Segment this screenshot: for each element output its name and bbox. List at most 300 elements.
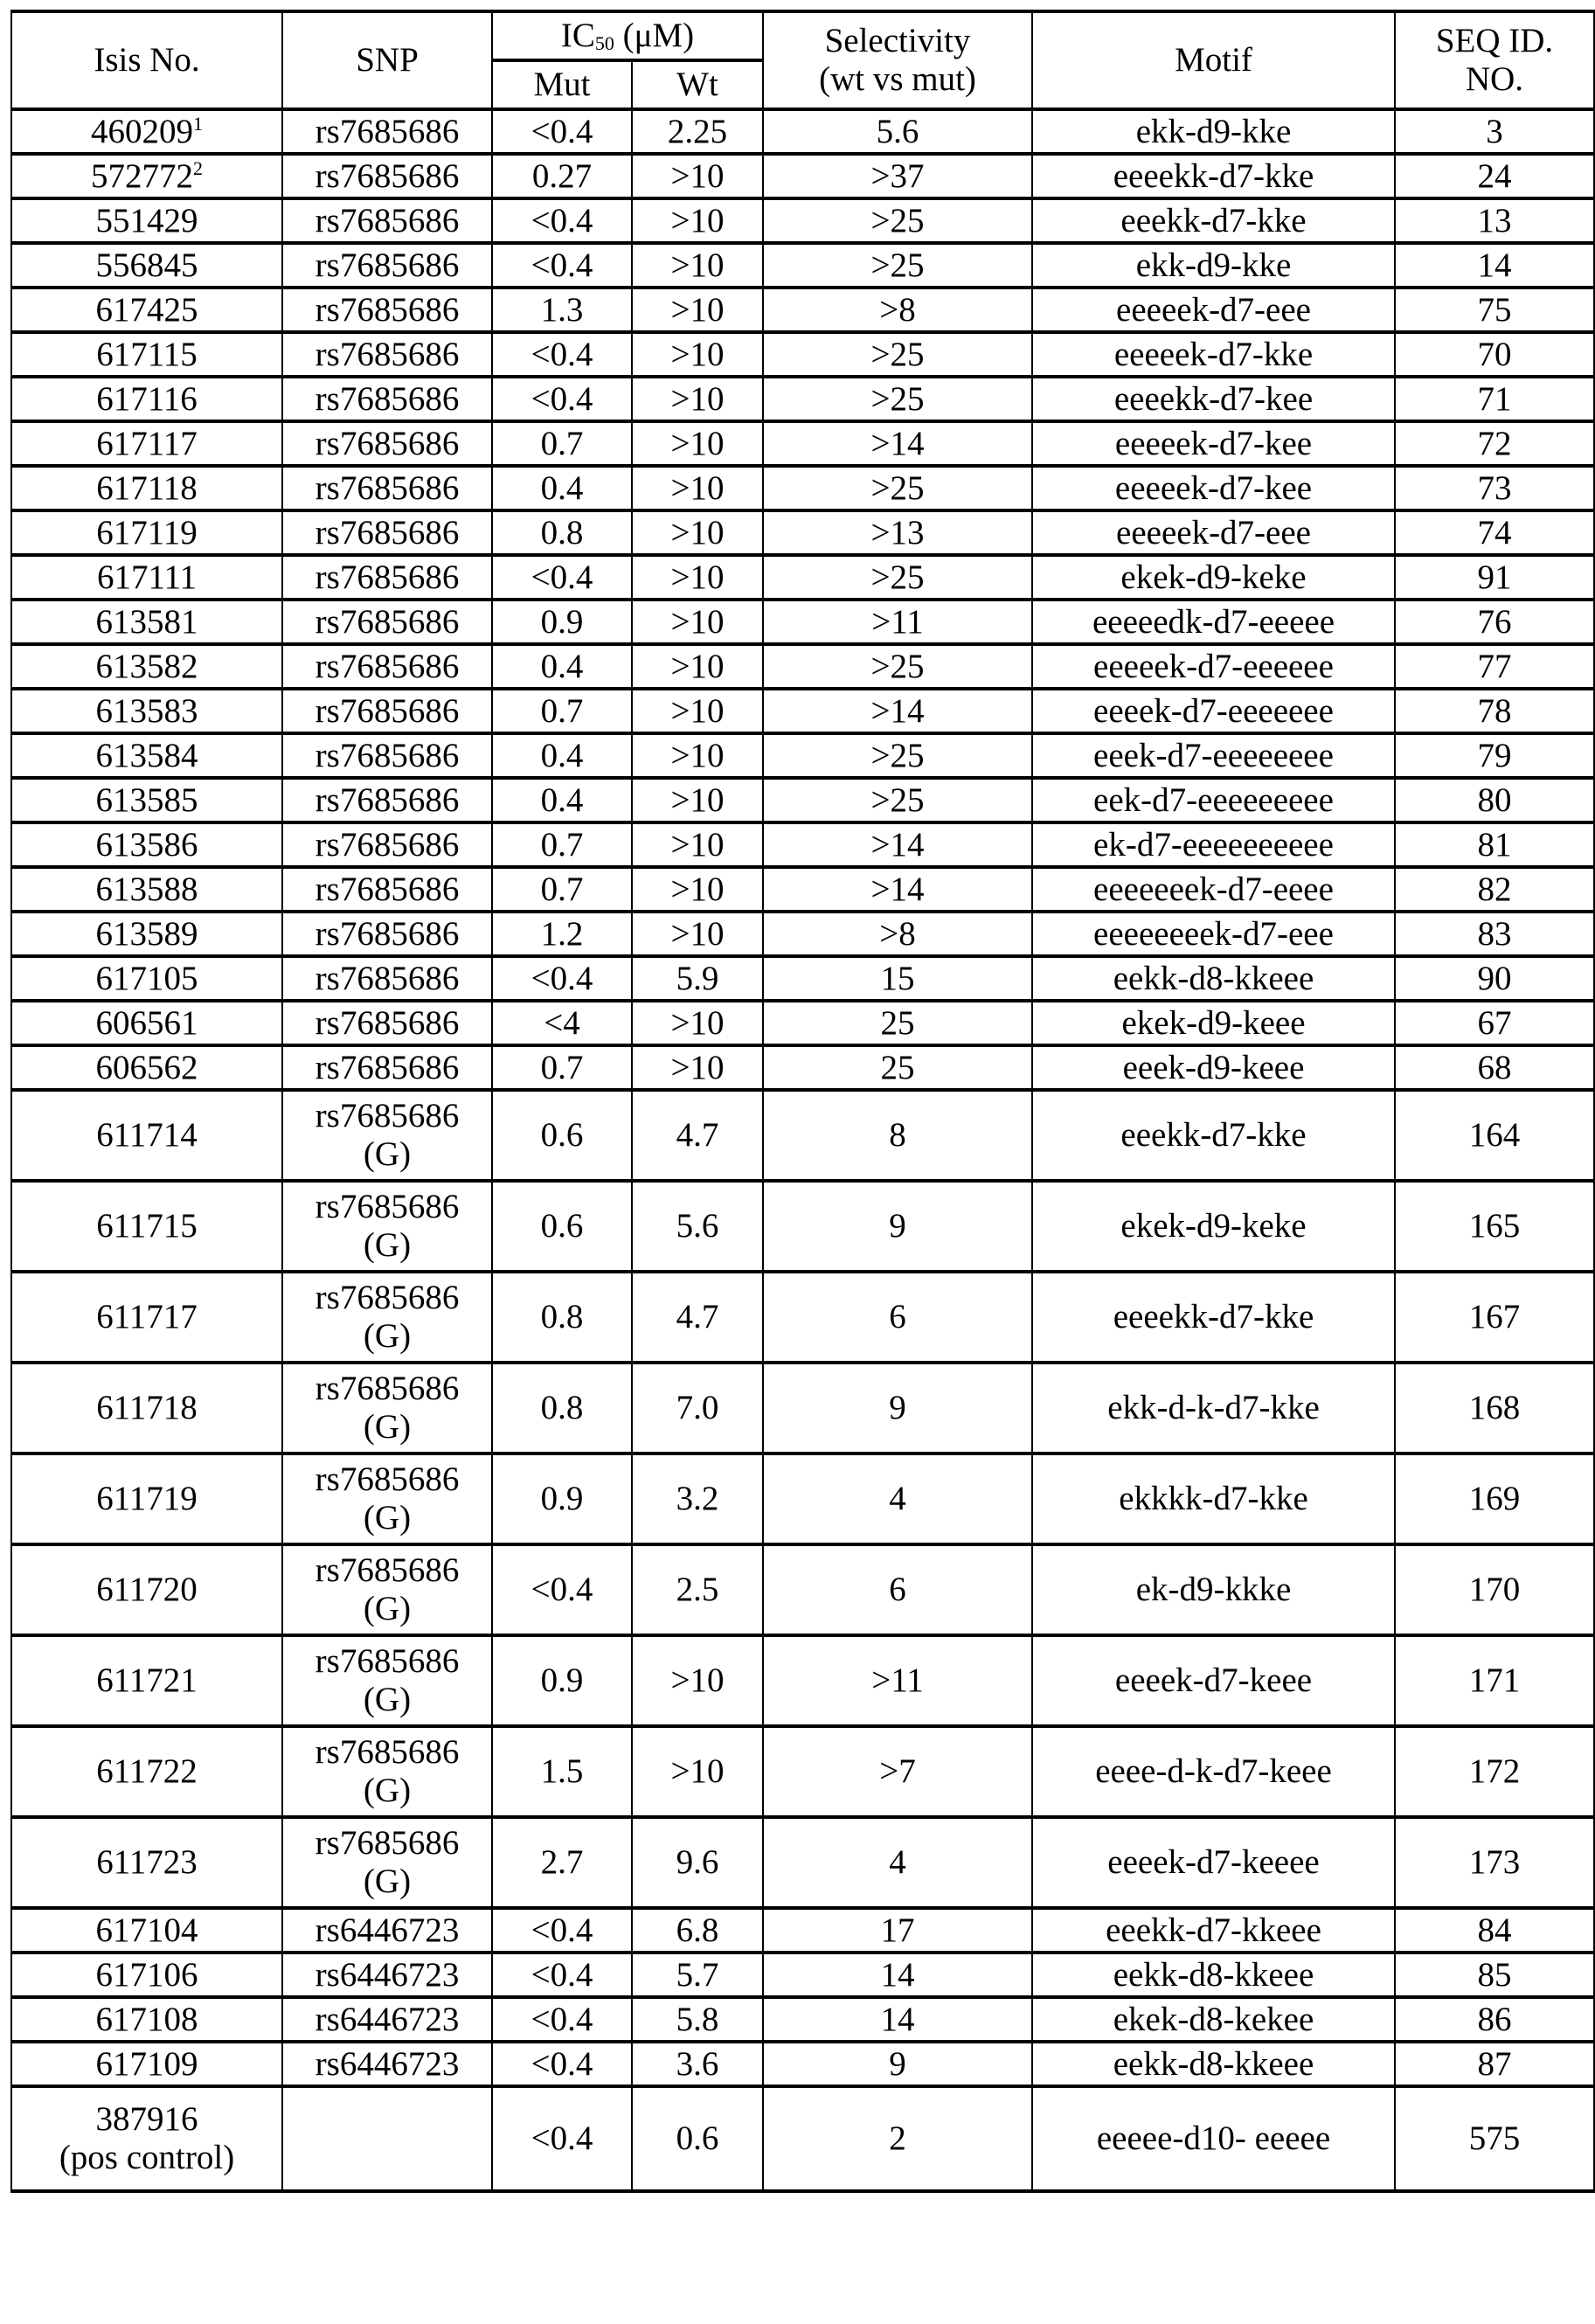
cell-selectivity: >7 — [763, 1726, 1032, 1817]
cell-selectivity: >11 — [763, 600, 1032, 644]
cell-motif: eeeeedk-d7-eeeee — [1032, 600, 1395, 644]
cell-selectivity: >8 — [763, 912, 1032, 956]
cell-seq-id: 82 — [1395, 867, 1594, 912]
cell-motif: eekk-d8-kkeee — [1032, 956, 1395, 1001]
cell-isis-no: 613581 — [11, 600, 282, 644]
cell-snp: rs7685686 — [282, 1045, 492, 1090]
cell-selectivity: >14 — [763, 822, 1032, 867]
cell-motif: eeeeeeeek-d7-eee — [1032, 912, 1395, 956]
cell-ic50-wt: 3.2 — [632, 1453, 763, 1544]
cell-snp — [282, 2086, 492, 2191]
cell-snp: rs7685686 — [282, 867, 492, 912]
cell-ic50-mut: <0.4 — [492, 1544, 632, 1635]
cell-motif: eeeek-d7-keeee — [1032, 1817, 1395, 1908]
table-row — [11, 912, 1594, 956]
cell-ic50-wt: >10 — [632, 1726, 763, 1817]
cell-isis-no: 611715 — [11, 1181, 282, 1272]
cell-ic50-mut: <0.4 — [492, 1953, 632, 1997]
cell-ic50-mut: 0.7 — [492, 822, 632, 867]
cell-seq-id: 83 — [1395, 912, 1594, 956]
cell-seq-id: 165 — [1395, 1181, 1594, 1272]
cell-snp: rs7685686 (G) — [282, 1635, 492, 1726]
header-seq-id: SEQ ID. NO. — [1395, 11, 1594, 109]
table-row — [11, 600, 1594, 644]
cell-seq-id: 167 — [1395, 1272, 1594, 1363]
cell-seq-id: 171 — [1395, 1635, 1594, 1726]
cell-isis-no: 613589 — [11, 912, 282, 956]
cell-ic50-wt: >10 — [632, 912, 763, 956]
cell-seq-id: 3 — [1395, 109, 1594, 154]
cell-ic50-wt: >10 — [632, 600, 763, 644]
cell-isis-no: 617105 — [11, 956, 282, 1001]
cell-seq-id: 77 — [1395, 644, 1594, 689]
cell-ic50-mut: 0.9 — [492, 600, 632, 644]
table-row — [11, 1363, 1594, 1453]
cell-seq-id: 90 — [1395, 956, 1594, 1001]
cell-selectivity: >14 — [763, 867, 1032, 912]
table-row — [11, 867, 1594, 912]
table-row — [11, 689, 1594, 733]
cell-ic50-wt: >10 — [632, 867, 763, 912]
table-row — [11, 2042, 1594, 2086]
cell-ic50-mut: <0.4 — [492, 956, 632, 1001]
cell-motif: eeeeek-d7-eee — [1032, 510, 1395, 555]
cell-isis-no: 611714 — [11, 1090, 282, 1181]
cell-selectivity: >11 — [763, 1635, 1032, 1726]
cell-snp: rs7685686 — [282, 332, 492, 377]
cell-seq-id: 80 — [1395, 778, 1594, 822]
footnote-marker: 2 — [193, 156, 203, 179]
cell-ic50-mut: 0.4 — [492, 644, 632, 689]
header-ic50: $IC_{50}$ (μM) — [492, 11, 763, 60]
cell-ic50-wt: >10 — [632, 778, 763, 822]
cell-selectivity: 6 — [763, 1544, 1032, 1635]
cell-motif: eeeekk-d7-kke — [1032, 154, 1395, 198]
cell-motif: eeekk-d7-kkeee — [1032, 1908, 1395, 1953]
cell-ic50-mut: <0.4 — [492, 2086, 632, 2191]
cell-ic50-wt: 5.9 — [632, 956, 763, 1001]
cell-snp: rs6446723 — [282, 1997, 492, 2042]
cell-isis-no: 611722 — [11, 1726, 282, 1817]
cell-ic50-wt: 4.7 — [632, 1090, 763, 1181]
table-row — [11, 1953, 1594, 1997]
cell-ic50-mut: <0.4 — [492, 109, 632, 154]
cell-ic50-mut: <0.4 — [492, 1908, 632, 1953]
cell-seq-id: 85 — [1395, 1953, 1594, 1997]
cell-motif: eek-d7-eeeeeeeee — [1032, 778, 1395, 822]
cell-selectivity: 9 — [763, 1363, 1032, 1453]
cell-isis-no: 613585 — [11, 778, 282, 822]
cell-isis-no: 617109 — [11, 2042, 282, 2086]
cell-ic50-mut: <0.4 — [492, 555, 632, 600]
cell-seq-id: 14 — [1395, 243, 1594, 288]
cell-seq-id: 71 — [1395, 377, 1594, 421]
cell-ic50-mut: <0.4 — [492, 2042, 632, 2086]
table-row — [11, 1544, 1594, 1635]
cell-ic50-wt: >10 — [632, 198, 763, 243]
cell-selectivity: 6 — [763, 1272, 1032, 1363]
table-row — [11, 377, 1594, 421]
cell-seq-id: 70 — [1395, 332, 1594, 377]
cell-ic50-mut: 0.4 — [492, 778, 632, 822]
cell-snp: rs7685686 — [282, 822, 492, 867]
cell-seq-id: 84 — [1395, 1908, 1594, 1953]
table-row — [11, 332, 1594, 377]
cell-ic50-mut: 1.3 — [492, 288, 632, 332]
cell-seq-id: 67 — [1395, 1001, 1594, 1045]
cell-seq-id: 86 — [1395, 1997, 1594, 2042]
cell-ic50-mut: <0.4 — [492, 243, 632, 288]
cell-isis-no: 613588 — [11, 867, 282, 912]
footnote-marker: 1 — [193, 112, 203, 135]
cell-isis-no: 556845 — [11, 243, 282, 288]
cell-isis-no: 611717 — [11, 1272, 282, 1363]
cell-motif: ekkkk-d7-kke — [1032, 1453, 1395, 1544]
cell-snp: rs7685686 (G) — [282, 1544, 492, 1635]
cell-ic50-mut: 0.27 — [492, 154, 632, 198]
cell-ic50-wt: >10 — [632, 154, 763, 198]
cell-motif: ekk-d9-kke — [1032, 109, 1395, 154]
cell-snp: rs7685686 — [282, 956, 492, 1001]
cell-selectivity: 4 — [763, 1817, 1032, 1908]
cell-motif: ekk-d9-kke — [1032, 243, 1395, 288]
cell-ic50-mut: 0.4 — [492, 466, 632, 510]
cell-ic50-wt: >10 — [632, 466, 763, 510]
cell-ic50-wt: 3.6 — [632, 2042, 763, 2086]
table-body — [11, 109, 1594, 2191]
cell-motif: ekek-d8-kekee — [1032, 1997, 1395, 2042]
cell-isis-no: 617116 — [11, 377, 282, 421]
table-row — [11, 822, 1594, 867]
cell-motif: ek-d9-kkke — [1032, 1544, 1395, 1635]
cell-isis-no: 606561 — [11, 1001, 282, 1045]
cell-seq-id: 169 — [1395, 1453, 1594, 1544]
cell-isis-no: 617106 — [11, 1953, 282, 1997]
cell-seq-id: 68 — [1395, 1045, 1594, 1090]
table-row — [11, 1001, 1594, 1045]
cell-snp: rs7685686 (G) — [282, 1090, 492, 1181]
cell-ic50-mut: <4 — [492, 1001, 632, 1045]
cell-ic50-mut: 0.7 — [492, 1045, 632, 1090]
cell-seq-id: 74 — [1395, 510, 1594, 555]
cell-motif: eeek-d9-keee — [1032, 1045, 1395, 1090]
table-row-positive-control — [11, 2086, 1594, 2191]
cell-ic50-mut: 0.7 — [492, 421, 632, 466]
cell-isis-no: 617115 — [11, 332, 282, 377]
table-row — [11, 154, 1594, 198]
cell-seq-id: 172 — [1395, 1726, 1594, 1817]
cell-selectivity: >14 — [763, 421, 1032, 466]
table-row — [11, 1908, 1594, 1953]
cell-selectivity: 9 — [763, 2042, 1032, 2086]
cell-ic50-wt: >10 — [632, 377, 763, 421]
cell-motif: eeeeek-d7-eee — [1032, 288, 1395, 332]
cell-motif: eeeeek-d7-kee — [1032, 466, 1395, 510]
cell-selectivity: 14 — [763, 1997, 1032, 2042]
cell-ic50-wt: >10 — [632, 243, 763, 288]
table-row — [11, 1090, 1594, 1181]
cell-snp: rs7685686 (G) — [282, 1817, 492, 1908]
cell-isis-no: 617425 — [11, 288, 282, 332]
cell-seq-id: 79 — [1395, 733, 1594, 778]
ic50-selectivity-table — [10, 10, 1595, 2193]
cell-isis-no: 611720 — [11, 1544, 282, 1635]
cell-ic50-wt: >10 — [632, 332, 763, 377]
cell-snp: rs7685686 — [282, 466, 492, 510]
cell-snp: rs7685686 — [282, 600, 492, 644]
header-motif: Motif — [1032, 11, 1395, 109]
cell-seq-id: 75 — [1395, 288, 1594, 332]
positive-control-note: (pos control) — [59, 2139, 235, 2176]
cell-selectivity: >13 — [763, 510, 1032, 555]
cell-selectivity: 15 — [763, 956, 1032, 1001]
cell-motif: ekek-d9-keke — [1032, 555, 1395, 600]
cell-ic50-wt: 5.8 — [632, 1997, 763, 2042]
cell-isis-no: 613582 — [11, 644, 282, 689]
cell-motif: eeeeek-d7-eeeeee — [1032, 644, 1395, 689]
cell-isis-no: 613584 — [11, 733, 282, 778]
cell-seq-id: 76 — [1395, 600, 1594, 644]
cell-ic50-mut: <0.4 — [492, 377, 632, 421]
cell-isis-no: 387916 (pos control) — [11, 2086, 282, 2191]
cell-snp: rs7685686 (G) — [282, 1181, 492, 1272]
cell-snp: rs6446723 — [282, 1908, 492, 1953]
cell-motif: eeee-d-k-d7-keee — [1032, 1726, 1395, 1817]
cell-motif: eeeeek-d7-kke — [1032, 332, 1395, 377]
cell-selectivity: >25 — [763, 555, 1032, 600]
cell-snp: rs7685686 — [282, 555, 492, 600]
cell-ic50-wt: >10 — [632, 1635, 763, 1726]
header-mut: Mut — [492, 60, 632, 109]
cell-motif: eeeee-d10- eeeee — [1032, 2086, 1395, 2191]
cell-snp: rs7685686 — [282, 154, 492, 198]
cell-motif: ekek-d9-keee — [1032, 1001, 1395, 1045]
cell-ic50-mut: <0.4 — [492, 332, 632, 377]
cell-seq-id: 73 — [1395, 466, 1594, 510]
cell-snp: rs7685686 — [282, 733, 492, 778]
cell-snp: rs7685686 — [282, 1001, 492, 1045]
cell-ic50-wt: 6.8 — [632, 1908, 763, 1953]
cell-isis-no: 460209$^1$ — [11, 109, 282, 154]
cell-motif: eeekk-d7-kke — [1032, 198, 1395, 243]
cell-seq-id: 164 — [1395, 1090, 1594, 1181]
cell-snp: rs6446723 — [282, 2042, 492, 2086]
cell-ic50-mut: 1.5 — [492, 1726, 632, 1817]
table-row — [11, 1181, 1594, 1272]
cell-seq-id: 78 — [1395, 689, 1594, 733]
cell-ic50-wt: 0.6 — [632, 2086, 763, 2191]
table-row — [11, 778, 1594, 822]
cell-isis-no: 611719 — [11, 1453, 282, 1544]
cell-motif: eeekk-d7-kke — [1032, 1090, 1395, 1181]
cell-isis-no: 617117 — [11, 421, 282, 466]
cell-selectivity: >37 — [763, 154, 1032, 198]
table-row — [11, 466, 1594, 510]
cell-seq-id: 13 — [1395, 198, 1594, 243]
cell-snp: rs7685686 — [282, 288, 492, 332]
cell-selectivity: >25 — [763, 733, 1032, 778]
cell-selectivity: >8 — [763, 288, 1032, 332]
cell-selectivity: 17 — [763, 1908, 1032, 1953]
cell-isis-no: 613586 — [11, 822, 282, 867]
cell-ic50-wt: 2.5 — [632, 1544, 763, 1635]
cell-seq-id: 170 — [1395, 1544, 1594, 1635]
cell-isis-no: 572772$^2$ — [11, 154, 282, 198]
cell-motif: ekek-d9-keke — [1032, 1181, 1395, 1272]
cell-snp: rs7685686 — [282, 689, 492, 733]
cell-isis-no: 611718 — [11, 1363, 282, 1453]
cell-motif: eeeek-d7-eeeeeee — [1032, 689, 1395, 733]
cell-seq-id: 91 — [1395, 555, 1594, 600]
table-row — [11, 421, 1594, 466]
cell-selectivity: 25 — [763, 1045, 1032, 1090]
cell-seq-id: 81 — [1395, 822, 1594, 867]
cell-ic50-mut: <0.4 — [492, 198, 632, 243]
table-row — [11, 288, 1594, 332]
cell-ic50-wt: 5.7 — [632, 1953, 763, 1997]
cell-motif: eeeeek-d7-kee — [1032, 421, 1395, 466]
cell-isis-no: 617111 — [11, 555, 282, 600]
header-selectivity: Selectivity (wt vs mut) — [763, 11, 1032, 109]
cell-isis-no: 606562 — [11, 1045, 282, 1090]
table-row — [11, 198, 1594, 243]
cell-selectivity: >25 — [763, 644, 1032, 689]
cell-motif: ekk-d-k-d7-kke — [1032, 1363, 1395, 1453]
table-row — [11, 1997, 1594, 2042]
cell-motif: eeeekk-d7-kke — [1032, 1272, 1395, 1363]
cell-isis-no: 613583 — [11, 689, 282, 733]
cell-motif: ek-d7-eeeeeeeeee — [1032, 822, 1395, 867]
cell-seq-id: 168 — [1395, 1363, 1594, 1453]
cell-snp: rs7685686 (G) — [282, 1726, 492, 1817]
cell-ic50-mut: 0.4 — [492, 733, 632, 778]
table-row — [11, 956, 1594, 1001]
table-row — [11, 1726, 1594, 1817]
cell-snp: rs7685686 (G) — [282, 1453, 492, 1544]
cell-selectivity: 25 — [763, 1001, 1032, 1045]
cell-ic50-mut: 0.7 — [492, 867, 632, 912]
cell-selectivity: >25 — [763, 778, 1032, 822]
cell-ic50-wt: >10 — [632, 1045, 763, 1090]
cell-selectivity: 9 — [763, 1181, 1032, 1272]
cell-ic50-mut: 0.6 — [492, 1181, 632, 1272]
cell-ic50-wt: >10 — [632, 689, 763, 733]
cell-ic50-mut: 0.7 — [492, 689, 632, 733]
cell-isis-no: 551429 — [11, 198, 282, 243]
cell-ic50-mut: 1.2 — [492, 912, 632, 956]
cell-ic50-wt: >10 — [632, 822, 763, 867]
cell-selectivity: >14 — [763, 689, 1032, 733]
cell-ic50-wt: 4.7 — [632, 1272, 763, 1363]
header-row-top — [11, 11, 1594, 60]
cell-ic50-wt: 2.25 — [632, 109, 763, 154]
cell-ic50-wt: >10 — [632, 1001, 763, 1045]
cell-selectivity: 4 — [763, 1453, 1032, 1544]
cell-ic50-mut: 0.9 — [492, 1635, 632, 1726]
cell-ic50-mut: 0.6 — [492, 1090, 632, 1181]
header-snp: SNP — [282, 11, 492, 109]
cell-snp: rs7685686 (G) — [282, 1272, 492, 1363]
cell-ic50-wt: 9.6 — [632, 1817, 763, 1908]
cell-selectivity: 5.6 — [763, 109, 1032, 154]
cell-motif: eeeekk-d7-kee — [1032, 377, 1395, 421]
cell-isis-no: 617118 — [11, 466, 282, 510]
table-row — [11, 1635, 1594, 1726]
cell-snp: rs7685686 — [282, 198, 492, 243]
table-row — [11, 644, 1594, 689]
cell-selectivity: 2 — [763, 2086, 1032, 2191]
table-row — [11, 733, 1594, 778]
cell-ic50-mut: 0.8 — [492, 510, 632, 555]
header-isis-no: Isis No. — [11, 11, 282, 109]
cell-snp: rs7685686 — [282, 778, 492, 822]
cell-ic50-wt: >10 — [632, 288, 763, 332]
cell-snp: rs7685686 — [282, 377, 492, 421]
cell-snp: rs7685686 — [282, 243, 492, 288]
cell-ic50-wt: >10 — [632, 555, 763, 600]
cell-ic50-mut: <0.4 — [492, 1997, 632, 2042]
cell-ic50-wt: 7.0 — [632, 1363, 763, 1453]
cell-ic50-wt: >10 — [632, 510, 763, 555]
cell-selectivity: >25 — [763, 243, 1032, 288]
cell-selectivity: >25 — [763, 198, 1032, 243]
cell-snp: rs7685686 — [282, 912, 492, 956]
table-row — [11, 1045, 1594, 1090]
cell-snp: rs7685686 — [282, 109, 492, 154]
cell-selectivity: 14 — [763, 1953, 1032, 1997]
cell-ic50-wt: 5.6 — [632, 1181, 763, 1272]
cell-selectivity: >25 — [763, 377, 1032, 421]
cell-ic50-mut: 2.7 — [492, 1817, 632, 1908]
table-row — [11, 243, 1594, 288]
cell-selectivity: >25 — [763, 466, 1032, 510]
cell-ic50-wt: >10 — [632, 644, 763, 689]
cell-isis-no: 617104 — [11, 1908, 282, 1953]
cell-seq-id: 24 — [1395, 154, 1594, 198]
header-wt: Wt — [632, 60, 763, 109]
cell-selectivity: >25 — [763, 332, 1032, 377]
cell-selectivity: 8 — [763, 1090, 1032, 1181]
table-row — [11, 1272, 1594, 1363]
table-row — [11, 109, 1594, 154]
cell-motif: eeeeeeek-d7-eeee — [1032, 867, 1395, 912]
cell-ic50-mut: 0.8 — [492, 1363, 632, 1453]
cell-snp: rs7685686 (G) — [282, 1363, 492, 1453]
cell-isis-no: 617119 — [11, 510, 282, 555]
cell-snp: rs7685686 — [282, 421, 492, 466]
cell-seq-id: 87 — [1395, 2042, 1594, 2086]
cell-motif: eeek-d7-eeeeeeee — [1032, 733, 1395, 778]
cell-seq-id: 575 — [1395, 2086, 1594, 2191]
cell-isis-no: 611721 — [11, 1635, 282, 1726]
table-row — [11, 1817, 1594, 1908]
cell-isis-no: 611723 — [11, 1817, 282, 1908]
cell-ic50-mut: 0.9 — [492, 1453, 632, 1544]
cell-snp: rs7685686 — [282, 510, 492, 555]
table-row — [11, 510, 1594, 555]
cell-ic50-wt: >10 — [632, 421, 763, 466]
cell-ic50-mut: 0.8 — [492, 1272, 632, 1363]
table-row — [11, 1453, 1594, 1544]
cell-snp: rs7685686 — [282, 644, 492, 689]
cell-seq-id: 173 — [1395, 1817, 1594, 1908]
cell-seq-id: 72 — [1395, 421, 1594, 466]
cell-motif: eekk-d8-kkeee — [1032, 1953, 1395, 1997]
cell-isis-no: 617108 — [11, 1997, 282, 2042]
cell-ic50-wt: >10 — [632, 733, 763, 778]
cell-motif: eeeek-d7-keee — [1032, 1635, 1395, 1726]
cell-motif: eekk-d8-kkeee — [1032, 2042, 1395, 2086]
